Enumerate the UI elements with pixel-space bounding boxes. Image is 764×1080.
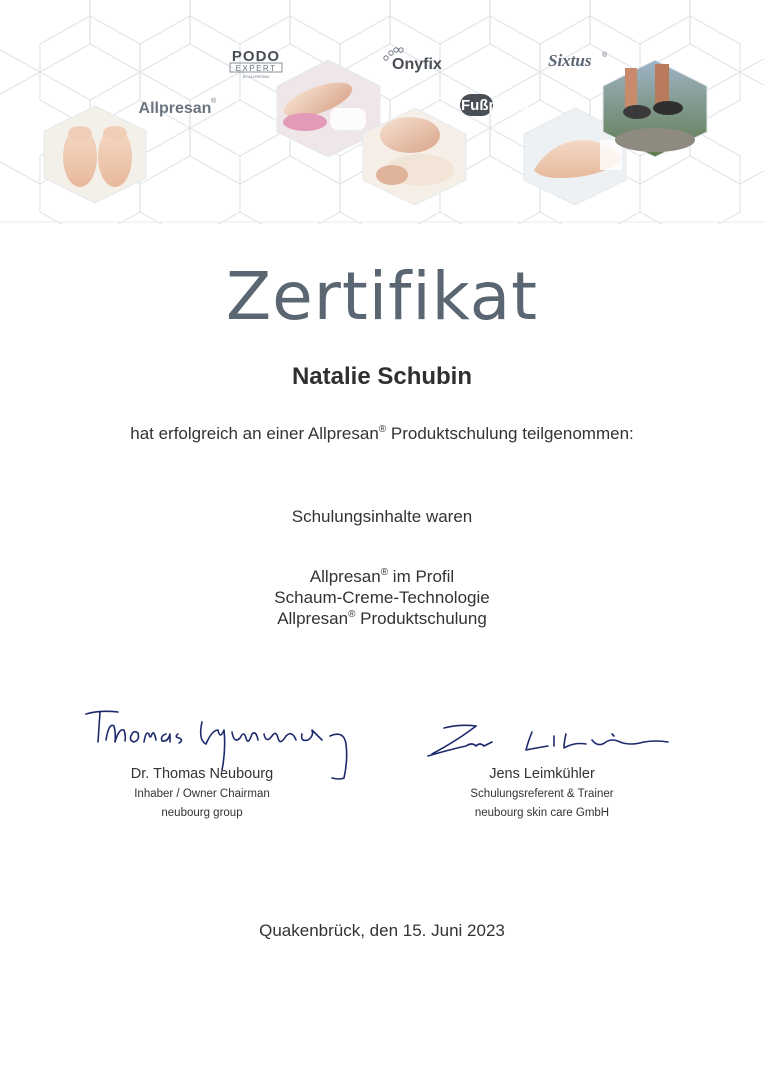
svg-text:Allpresan: Allpresan — [138, 100, 212, 117]
signatory-left — [72, 766, 332, 819]
svg-text:Onyfix: Onyfix — [392, 56, 442, 73]
photo-tile-feet-soles — [44, 106, 146, 203]
intro-text-end: Produktschulung teilgenommen: — [386, 424, 634, 443]
signatory-organization: neubourg group — [161, 807, 243, 819]
intro-text — [0, 424, 764, 444]
sixtus-logo — [548, 51, 608, 70]
place-and-date: Quakenbrück, den 15. Juni 2023 — [259, 921, 505, 940]
topic-item — [0, 608, 764, 629]
svg-text:EXPERT: EXPERT — [235, 64, 277, 73]
training-topics-list — [0, 566, 764, 629]
svg-text:Sixtus: Sixtus — [548, 51, 592, 70]
signatory-right — [412, 766, 672, 819]
signatory-name: Jens Leimkühler — [489, 766, 595, 782]
signatory-role: Inhaber / Owner Chairman — [134, 788, 270, 800]
registered-mark: ® — [348, 609, 356, 620]
signature-right-image — [424, 712, 674, 762]
topic-text: Allpresan — [309, 567, 381, 586]
svg-text:Fußpunkt: Fußpunkt — [461, 97, 530, 114]
recipient-name: Natalie Schubin — [291, 363, 473, 390]
svg-text:®: ® — [602, 52, 608, 59]
onyfix-logo — [384, 48, 442, 73]
podo-expert-logo — [230, 48, 282, 79]
signatory-name: Dr. Thomas Neubourg — [130, 766, 274, 782]
topic-text-suffix: Produktschulung — [355, 609, 487, 628]
topic-text: Schaum-Creme-Technologie — [274, 588, 490, 607]
certificate-title: Zertifikat — [225, 258, 539, 335]
registered-mark: ® — [380, 567, 389, 578]
svg-text:BY ALLPRESAN: BY ALLPRESAN — [242, 75, 270, 79]
registered-mark: ® — [378, 424, 387, 435]
svg-text:PODO: PODO — [231, 48, 281, 65]
fusspunkt-logo — [460, 94, 529, 116]
topic-text: Allpresan — [277, 609, 349, 628]
photo-tile-hiking — [603, 60, 707, 157]
header-hexagon-banner — [0, 0, 764, 224]
training-contents-heading: Schulungsinhalte waren — [291, 507, 473, 526]
topic-item — [0, 587, 764, 608]
allpresan-logo — [139, 97, 217, 117]
topic-item — [0, 566, 764, 587]
topic-text-suffix: im Profil — [388, 567, 455, 586]
intro-text-start: hat erfolgreich an einer Allpresan — [130, 424, 379, 443]
signatory-organization: neubourg skin care GmbH — [474, 807, 610, 819]
signatory-role: Schulungsreferent & Trainer — [470, 788, 614, 800]
svg-text:®: ® — [211, 98, 217, 105]
